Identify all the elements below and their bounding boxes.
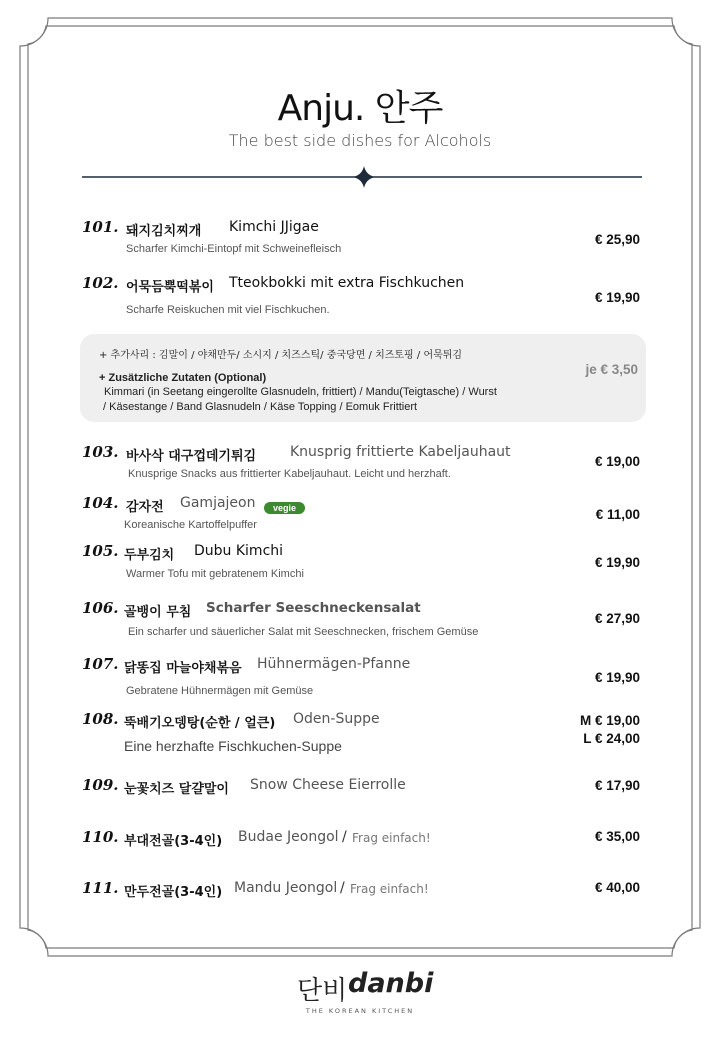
item-price: € 27,90 (594, 611, 640, 626)
item-separator: / (342, 829, 347, 845)
item-name-korean: 골뱅이 무침 (124, 605, 192, 620)
extras-price: je € 3,50 (585, 362, 638, 377)
item-name-english: Hühnermägen-Pfanne (257, 656, 411, 672)
item-name-korean: 닭똥집 마늘야채볶음 (124, 661, 242, 676)
item-name-english: Budae Jeongol (238, 829, 339, 845)
item-number: 103. (82, 443, 119, 461)
item-name-english: Knusprig frittierte Kabeljauhaut (290, 444, 511, 460)
item-number: 106. (82, 599, 119, 617)
item-name-english: Dubu Kimchi (194, 543, 284, 559)
item-number: 102. (82, 274, 119, 292)
item-price: € 19,90 (594, 670, 640, 685)
item-price: € 19,90 (594, 555, 640, 570)
item-name-english: Mandu Jeongol (234, 880, 338, 896)
item-price: € 19,90 (594, 290, 640, 305)
item-number: 110. (82, 828, 119, 846)
item-note: Frag einfach! (352, 831, 431, 845)
item-separator: / (340, 880, 345, 896)
item-price-large: L € 24,00 (583, 731, 640, 746)
item-price: € 19,00 (594, 454, 640, 469)
item-name-korean: 만두전골(3-4인) (124, 885, 223, 900)
item-name-english: Oden-Suppe (293, 711, 380, 727)
item-price: € 17,90 (594, 778, 640, 793)
item-description: Eine herzhafte Fischkuchen-Suppe (124, 738, 342, 754)
item-name-english: Gamjajeon (180, 495, 256, 511)
item-description: Warmer Tofu mit gebratenem Kimchi (126, 568, 304, 580)
item-price-medium: M € 19,00 (579, 713, 640, 728)
item-price: € 25,90 (594, 232, 640, 247)
item-number: 108. (82, 710, 119, 728)
logo-english: danbi (348, 968, 434, 999)
item-description: Gebratene Hühnermägen mit Gemüse (126, 685, 314, 697)
item-name-korean: 어묵듬뿍떡볶이 (126, 280, 214, 295)
logo-korean: 단비 (297, 976, 348, 1006)
vegie-badge: vegie (264, 502, 305, 514)
item-number: 111. (82, 879, 119, 897)
item-number: 107. (82, 655, 119, 673)
item-description: Koreanische Kartoffelpuffer (124, 519, 257, 531)
item-description: Knusprige Snacks aus frittierter Kabeljauhaut. Leicht und herzhaft. (128, 468, 451, 480)
item-description: Scharfer Kimchi-Eintopf mit Schweinefleisch (126, 243, 342, 255)
extras-heading: + Zusätzliche Zutaten (Optional) (99, 372, 267, 384)
item-number: 104. (82, 494, 119, 512)
item-description: Scharfe Reiskuchen mit viel Fischkuchen. (126, 304, 330, 316)
item-name-korean: 돼지김치찌개 (126, 224, 202, 239)
item-price: € 35,00 (594, 829, 640, 844)
item-number: 101. (82, 218, 119, 236)
page-title: Anju. 안주 (277, 88, 443, 129)
item-name-korean: 감자전 (126, 500, 164, 515)
item-name-english: Scharfer Seeschneckensalat (206, 600, 421, 616)
divider-diamond-icon (353, 166, 375, 188)
item-name-english: Tteokbokki mit extra Fischkuchen (229, 275, 465, 291)
item-description: Ein scharfer und säuerlicher Salat mit Seeschnecken, frischem Gemüse (128, 626, 479, 638)
item-name-korean: 두부김치 (124, 548, 175, 563)
item-note: Frag einfach! (350, 882, 429, 896)
extras-line: Kimmari (in Seetang eingerollte Glasnudeln, frittiert) / Mandu(Teigtasche) / Wurst (104, 386, 497, 398)
item-name-korean: 뚝배기오뎅탕(순한 / 얼큰) (124, 716, 276, 731)
item-name-english: Snow Cheese Eierrolle (250, 777, 406, 793)
item-name-english: Kimchi JJigae (229, 219, 319, 235)
item-name-korean: 부대전골(3-4인) (124, 834, 223, 849)
item-price: € 11,00 (595, 507, 640, 522)
page-subtitle: The best side dishes for Alcohols (228, 131, 492, 150)
item-name-korean: 바사삭 대구껍데기튀김 (126, 449, 257, 464)
logo-tagline: THE KOREAN KITCHEN (305, 1007, 415, 1015)
item-number: 105. (82, 542, 119, 560)
extras-line: / Käsestange / Band Glasnudeln / Käse Topping / Eomuk Frittiert (103, 401, 418, 413)
extras-korean-line: + 추가사리 : 김말이 / 야채만두/ 소시지 / 치즈스틱/ 중국당면 / 치즈토핑 / 어묵튀김 (99, 350, 463, 361)
item-price: € 40,00 (594, 880, 640, 895)
item-name-korean: 눈꽃치즈 달걀말이 (124, 782, 229, 797)
item-number: 109. (82, 776, 119, 794)
